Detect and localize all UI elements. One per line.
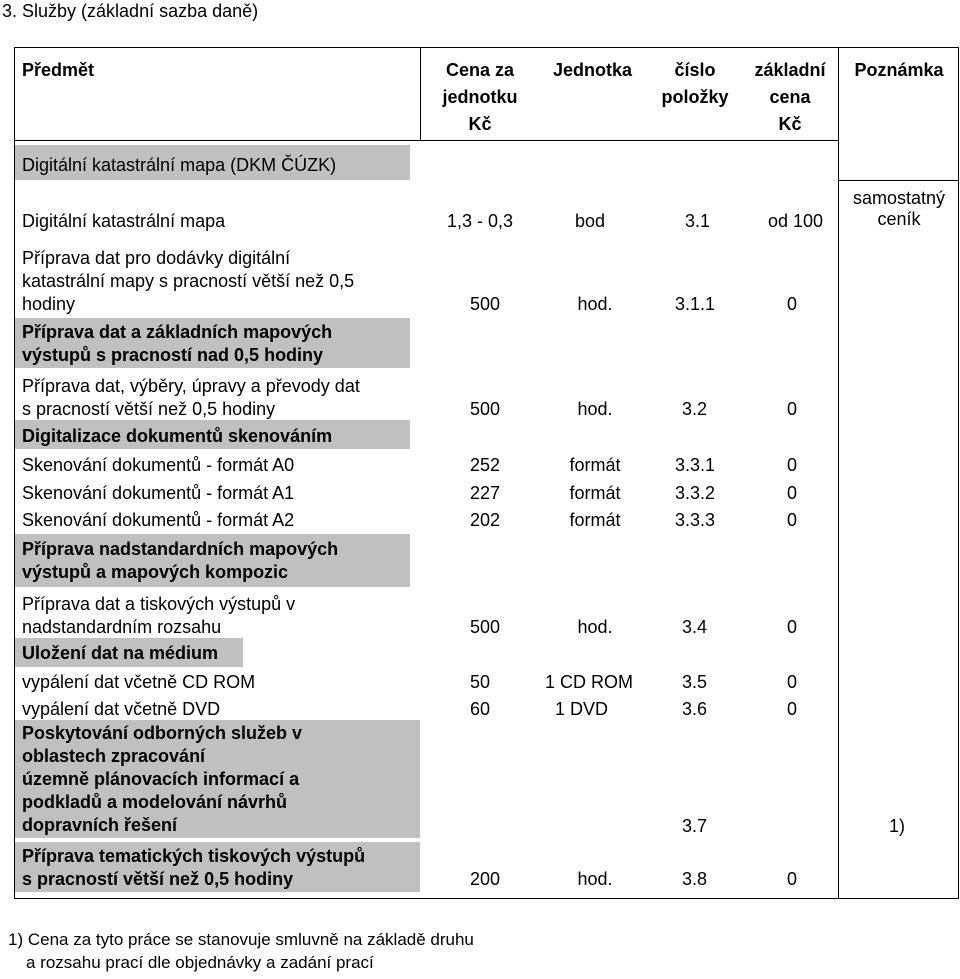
section-ulozeni: Uložení dat na médium <box>22 643 219 663</box>
page-heading: 3. Služby (základní sazba daně) <box>2 1 259 21</box>
row-dkm-cena: 1,3 - 0,3 <box>446 211 514 231</box>
row-tisk-cislo: 3.4 <box>681 617 707 637</box>
row-sken-a1-cena: 227 <box>469 483 501 503</box>
section-dkm: Digitální katastrální mapa (DKM ČÚZK) <box>22 155 337 175</box>
header-cena: Cena za jednotku Kč <box>442 60 518 134</box>
row-priprava-dkm-jednotka: hod. <box>577 294 613 314</box>
row-tisk-jednotka: hod. <box>577 617 613 637</box>
row-tematicke-name: Příprava tematických tiskových výstupů s pracností větší než 0,5 hodiny <box>22 846 366 889</box>
footnote: 1) Cena za tyto práce se stanovuje smluvně na základě druhu a rozsahu prací dle objednávky a zadání prací <box>8 930 474 972</box>
row-sken-a1-name: Skenování dokumentů - formát A1 <box>22 483 295 503</box>
header-poznamka: Poznámka <box>854 60 944 80</box>
row-tisk-cena: 500 <box>469 617 501 637</box>
header-zakladni: základní cena Kč <box>754 60 826 134</box>
row-priprava-vyberu-jednotka: hod. <box>577 399 613 419</box>
row-dkm-zakladni: od 100 <box>767 211 823 231</box>
row-tematicke-jednotka: hod. <box>577 869 613 889</box>
row-priprava-vyberu-zakladni: 0 <box>786 399 797 419</box>
row-cd-cislo: 3.5 <box>681 672 707 692</box>
row-tematicke-cena: 200 <box>469 869 501 889</box>
row-dkm-cislo: 3.1 <box>684 211 710 231</box>
row-cd-zakladni: 0 <box>786 672 797 692</box>
header-predmet: Předmět <box>22 60 95 80</box>
row-sken-a0-cena: 252 <box>469 455 501 475</box>
row-priprava-vyberu-name: Příprava dat, výběry, úpravy a převody dat s pracností větší než 0,5 hodiny <box>22 376 360 419</box>
row-tisk-name: Příprava dat a tiskových výstupů v nadstandardním rozsahu <box>22 594 296 637</box>
row-dkm-jednotka: bod <box>574 211 606 231</box>
row-odborne-name: Poskytování odborných služeb v oblastech zpracování územně plánovacích informací a podkladů a modelování návrhů dopravních řešení <box>22 723 303 835</box>
row-priprava-dkm-name: Příprava dat pro dodávky digitální katastrální mapy s pracností větší než 0,5 hodiny <box>22 248 355 314</box>
row-sken-a1-jednotka: formát <box>569 483 621 503</box>
row-sken-a1-cislo: 3.3.2 <box>674 483 715 503</box>
row-odborne-poznamka: 1) <box>888 816 905 836</box>
row-sken-a2-cena: 202 <box>469 510 501 530</box>
row-cd-jednotka: 1 CD ROM <box>545 672 634 692</box>
row-cd-name: vypálení dat včetně CD ROM <box>22 672 256 692</box>
row-priprava-dkm-cena: 500 <box>469 294 501 314</box>
row-priprava-vyberu-cena: 500 <box>469 399 501 419</box>
header-cislo: číslo položky <box>661 60 729 107</box>
row-priprava-dkm-cislo: 3.1.1 <box>674 294 715 314</box>
row-sken-a0-name: Skenování dokumentů - formát A0 <box>22 455 295 475</box>
row-tisk-zakladni: 0 <box>786 617 797 637</box>
row-dvd-zakladni: 0 <box>786 699 797 719</box>
row-sken-a0-jednotka: formát <box>569 455 621 475</box>
row-sken-a1-zakladni: 0 <box>786 483 797 503</box>
section-digitalizace: Digitalizace dokumentů skenováním <box>22 426 333 446</box>
row-sken-a0-cislo: 3.3.1 <box>674 455 715 475</box>
header-jednotka: Jednotka <box>552 60 633 80</box>
row-sken-a2-zakladni: 0 <box>786 510 797 530</box>
row-sken-a2-jednotka: formát <box>569 510 621 530</box>
row-cd-cena: 50 <box>469 672 491 692</box>
row-priprava-dkm-zakladni: 0 <box>786 294 797 314</box>
section-nadstandard: Příprava nadstandardních mapových výstupů a mapových kompozic <box>22 539 339 582</box>
row-tematicke-zakladni: 0 <box>786 869 797 889</box>
row-priprava-vyberu-cislo: 3.2 <box>681 399 707 419</box>
section-zakladni-vystupy: Příprava dat a základních mapových výstupů s pracností nad 0,5 hodiny <box>22 322 333 365</box>
row-sken-a0-zakladni: 0 <box>786 455 797 475</box>
row-sken-a2-name: Skenování dokumentů - formát A2 <box>22 510 295 530</box>
row-dvd-cislo: 3.6 <box>681 699 707 719</box>
row-dvd-name: vypálení dat včetně DVD <box>22 699 221 719</box>
row-odborne-cislo: 3.7 <box>681 816 707 836</box>
row-dvd-jednotka: 1 DVD <box>555 699 609 719</box>
row-sken-a2-cislo: 3.3.3 <box>674 510 715 530</box>
poznamka-samostatny-cenik: samostatný ceník <box>852 188 946 229</box>
row-tematicke-cislo: 3.8 <box>681 869 707 889</box>
row-dvd-cena: 60 <box>469 699 491 719</box>
row-dkm-name: Digitální katastrální mapa <box>22 211 226 231</box>
